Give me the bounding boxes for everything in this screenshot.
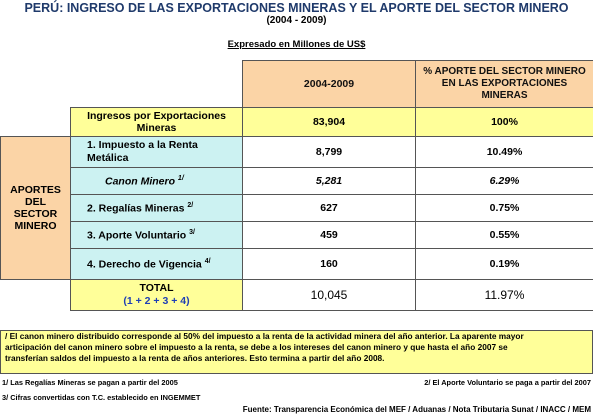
row-value: 459 bbox=[243, 222, 416, 249]
row-label-text: 1. Impuesto a la Renta Metálica bbox=[87, 139, 198, 164]
row-pct: 0.19% bbox=[416, 249, 593, 280]
unit-note: Expresado en Millones de US$ bbox=[227, 39, 366, 50]
blank-cell bbox=[71, 61, 243, 108]
header-percent: % APORTE DEL SECTOR MINERO EN LAS EXPORTACIONES MINERAS bbox=[416, 61, 593, 108]
footnote-2: 2/ El Aporte Voluntario se paga a partir del 2007 bbox=[424, 378, 591, 387]
row-value: 8,799 bbox=[243, 137, 416, 168]
total-pct: 11.97% bbox=[416, 280, 593, 311]
row-pct: 0.75% bbox=[416, 195, 593, 222]
ingresos-value: 83,904 bbox=[243, 108, 416, 137]
table-row bbox=[1, 168, 593, 195]
blank-cell bbox=[1, 280, 71, 311]
row-value: 160 bbox=[243, 249, 416, 280]
total-formula: (1 + 2 + 3 + 4) bbox=[123, 295, 190, 307]
row-label bbox=[71, 168, 243, 195]
total-title: TOTAL bbox=[139, 282, 174, 294]
total-row bbox=[1, 280, 593, 311]
row-pct: 0.55% bbox=[416, 222, 593, 249]
row-pct: 10.49% bbox=[416, 137, 593, 168]
table-row bbox=[1, 222, 593, 249]
group-label: APORTES DEL SECTOR MINERO bbox=[1, 137, 71, 280]
table-row bbox=[1, 137, 593, 168]
row-label-text: 3. Aporte Voluntario bbox=[87, 229, 187, 242]
row-label-text: Canon Minero bbox=[105, 175, 175, 188]
source-line: Fuente: Transparencia Económica del MEF / Aduanas / Nota Tributaria Sunat / INACC / MEM bbox=[242, 405, 591, 414]
table-row bbox=[1, 249, 593, 280]
canon-note bbox=[0, 330, 593, 374]
total-label bbox=[71, 280, 243, 311]
footnote-marker: 4/ bbox=[204, 257, 211, 265]
table-row bbox=[1, 195, 593, 222]
ingresos-row bbox=[1, 108, 593, 137]
row-label-text: 4. Derecho de Vigencia bbox=[87, 258, 202, 271]
footnote-marker: 2/ bbox=[187, 201, 194, 209]
note-line: transferían saldos del impuesto a la renta de años anteriores. Esto termina a partir del año 2008. bbox=[5, 353, 385, 363]
ingresos-label: Ingresos por Exportaciones Mineras bbox=[71, 108, 243, 137]
exports-table bbox=[0, 60, 593, 311]
footnote-marker: 1/ bbox=[177, 174, 184, 182]
page-period: (2004 - 2009) bbox=[266, 15, 327, 26]
row-label bbox=[71, 137, 243, 168]
note-line: articipación del canon minero sobre el impuesto a la renta, se debe a los intereses del canon minero y que hasta el año 2007 se bbox=[5, 342, 508, 352]
row-pct: 6.29% bbox=[416, 168, 593, 195]
total-value: 10,045 bbox=[243, 280, 416, 311]
row-value: 627 bbox=[243, 195, 416, 222]
ingresos-pct: 100% bbox=[416, 108, 593, 137]
row-label bbox=[71, 222, 243, 249]
footnote-1: 1/ Las Regalías Mineras se pagan a partir del 2005 bbox=[2, 378, 178, 387]
row-value: 5,281 bbox=[243, 168, 416, 195]
header-period: 2004-2009 bbox=[243, 61, 416, 108]
header-row bbox=[1, 61, 593, 108]
page-title: PERÚ: INGRESO DE LAS EXPORTACIONES MINERAS Y EL APORTE DEL SECTOR MINERO bbox=[24, 1, 569, 15]
row-label-text: 2. Regalías Mineras bbox=[87, 202, 185, 215]
footnote-marker: 3/ bbox=[189, 228, 195, 236]
row-label bbox=[71, 195, 243, 222]
row-label bbox=[71, 249, 243, 280]
blank-cell bbox=[1, 108, 71, 137]
note-line: / El canon minero distribuido corresponde al 50% del impuesto a la renta de la actividad minera del año anterior. La aparente mayor bbox=[5, 331, 524, 341]
blank-cell bbox=[1, 61, 71, 108]
footnote-3: 3/ Cifras convertidas con T.C. establecido en INGEMMET bbox=[2, 393, 201, 402]
